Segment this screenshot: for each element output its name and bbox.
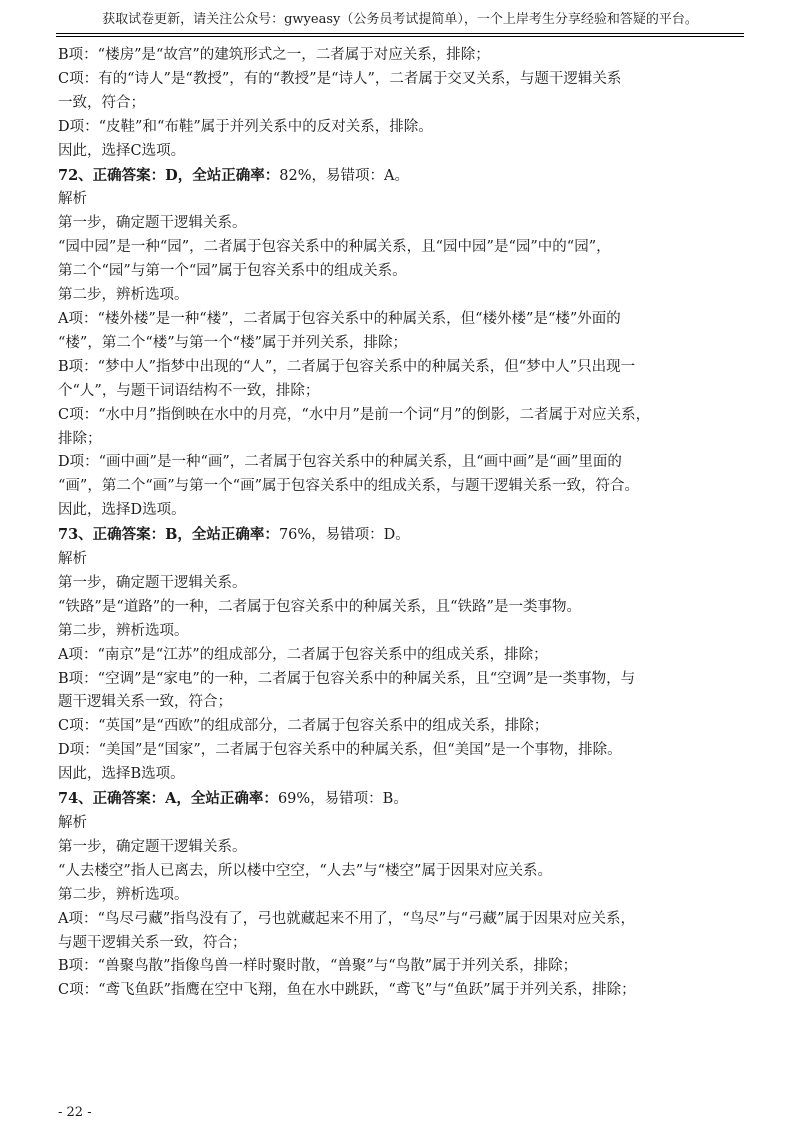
text-line: “铁路”是“道路”的一种，二者属于包容关系中的种属关系，且“铁路”是一类事物。 (58, 598, 581, 615)
text-line: “楼”，第二个“楼”与第一个“楼”属于并列关系，排除； (58, 334, 407, 351)
text-line: C项：“英国”是“西欧”的组成部分，二者属于包容关系中的组成关系，排除； (58, 718, 549, 735)
document-body (58, 44, 748, 1003)
answer-heading (58, 787, 748, 812)
text-line: 因此，选择C选项。 (58, 142, 186, 159)
page-header: 获取试卷更新，请关注公众号：gwyeasy（公务员考试提简单），一个上岸考生分享经验和答疑的平台。 (102, 12, 698, 27)
answer-heading (58, 164, 748, 189)
text-line: 第二步，辨析选项。 (58, 886, 189, 903)
text-line: 因此，选择D选项。 (58, 502, 186, 519)
text-line: A项：“鸟尽弓藏”指鸟没有了，弓也就藏起来不用了，“鸟尽”与“弓藏”属于因果对应关系， (58, 910, 635, 927)
text-line: C项：“水中月”指倒映在水中的月亮，“水中月”是前一个词“月”的倒影，二者属于对应关系， (58, 406, 651, 423)
text-line: 解析 (58, 191, 87, 208)
text-line: 第一步，确定题干逻辑关系。 (58, 215, 247, 232)
text-line: 第二步，辨析选项。 (58, 622, 189, 639)
text-line: D项：“画中画”是一种“画”，二者属于包容关系中的种属关系，且“画中画”是“画”里面的 (58, 454, 622, 471)
text-line: 第二步，辨析选项。 (58, 287, 189, 304)
text-line: 第一步，确定题干逻辑关系。 (58, 574, 247, 591)
text-line: 解析 (58, 551, 87, 568)
text-line: D项：“皮鞋”和“布鞋”属于并列关系中的反对关系，排除。 (58, 118, 433, 135)
text-line: 因此，选择B选项。 (58, 766, 185, 783)
answer-heading-bold: 73、正确答案：B，全站正确率： (58, 526, 279, 544)
text-line: B项：“梦中人”指梦中出现的“人”，二者属于包容关系中的种属关系，但“梦中人”只出现一 (58, 358, 636, 375)
text-line: 题干逻辑关系一致，符合； (58, 694, 232, 711)
text-line: 排除； (58, 430, 102, 447)
text-line: B项：“空调”是“家电”的一种，二者属于包容关系中的种属关系，且“空调”是一类事物，与 (58, 670, 636, 687)
text-line: 一致，符合； (58, 94, 145, 111)
answer-heading-bold: 72、正确答案：D，全站正确率： (58, 166, 280, 184)
text-line: A项：“南京”是“江苏”的组成部分，二者属于包容关系中的组成关系，排除； (58, 646, 548, 663)
text-line: “人去楼空”指人已离去，所以楼中空空，“人去”与“楼空”属于因果对应关系。 (58, 862, 552, 879)
answer-heading-rest: 69%，易错项：B。 (277, 791, 408, 808)
text-line: B项：“楼房”是“故宫”的建筑形式之一，二者属于对应关系，排除； (58, 47, 490, 63)
text-line: 解析 (58, 815, 87, 831)
text-line: 个“人”，与题干词语结构不一致，排除； (58, 382, 320, 399)
text-line: 与题干逻辑关系一致，符合； (58, 934, 247, 951)
text-line: D项：“美国”是“国家”，二者属于包容关系中的种属关系，但“美国”是一个事物，排除。 (58, 742, 622, 759)
answer-heading-rest: 82%，易错项：A。 (279, 167, 409, 184)
text-line: “画”，第二个“画”与第一个“画”属于包容关系中的组成关系，与题干逻辑关系一致，符合。 (58, 478, 639, 495)
text-line: B项：“兽聚鸟散”指像鸟兽一样时聚时散，“兽聚”与“鸟散”属于并列关系，排除； (58, 958, 578, 975)
page-number: - 22 - (58, 1105, 92, 1120)
text-line: 第二个“园”与第一个“园”属于包容关系中的组成关系。 (58, 263, 407, 280)
answer-heading-bold: 74、正确答案：A，全站正确率： (58, 790, 278, 808)
text-line: A项：“楼外楼”是一种“楼”，二者属于包容关系中的种属关系，但“楼外楼”是“楼”外面的 (58, 310, 621, 327)
text-line: “园中园”是一种“园”，二者属于包容关系中的种属关系，且“园中园”是“园”中的“园”， (58, 239, 611, 256)
text-line: C项：“鸢飞鱼跃”指鹰在空中飞翔，鱼在水中跳跃，“鸢飞”与“鱼跃”属于并列关系，排除； (58, 982, 636, 999)
answer-heading-rest: 76%，易错项：D。 (278, 527, 410, 544)
text-line: 第一步，确定题干逻辑关系。 (58, 838, 247, 855)
answer-heading (58, 523, 748, 548)
header-divider (56, 33, 744, 37)
text-line: C项：有的“诗人”是“教授”，有的“教授”是“诗人”，二者属于交叉关系，与题干逻辑关系 (58, 70, 622, 87)
